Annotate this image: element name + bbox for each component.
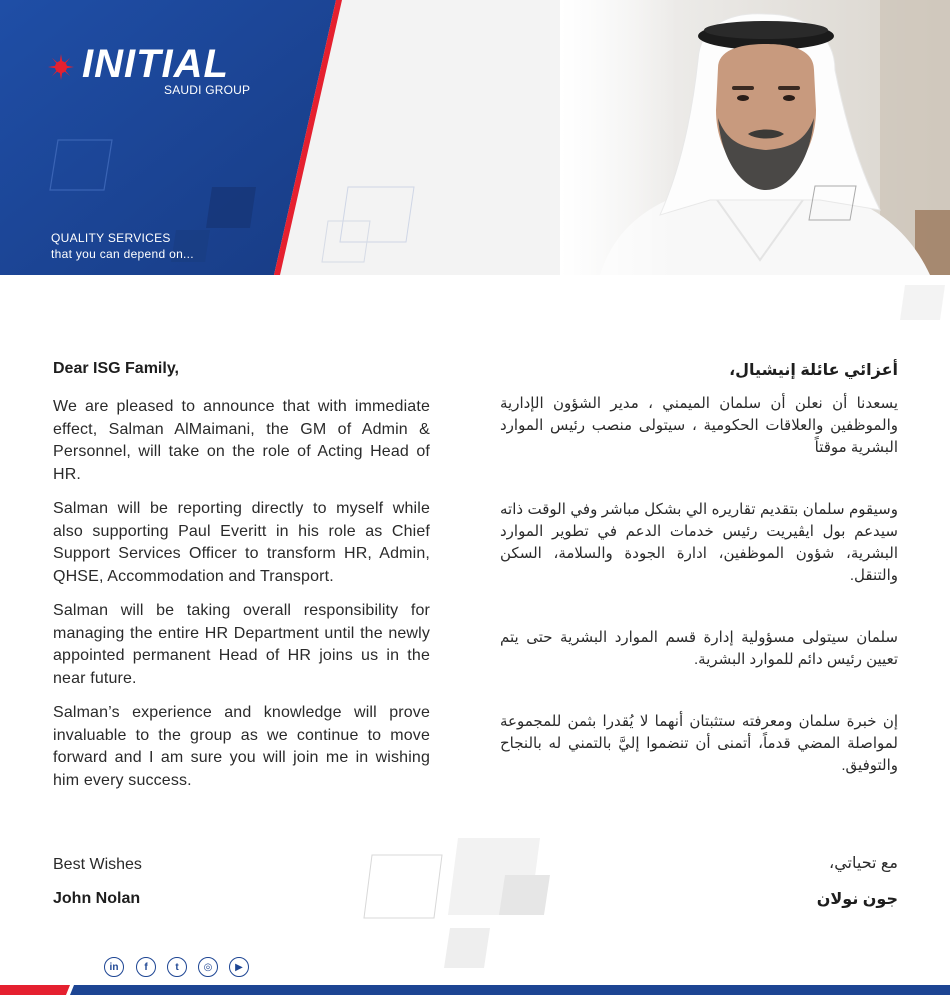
tagline <box>51 230 194 262</box>
arabic-letter <box>500 360 898 817</box>
portrait-photo <box>560 0 950 275</box>
arabic-signature: جون نولان <box>816 891 898 908</box>
facebook-icon[interactable]: f <box>136 957 156 977</box>
tagline-line-2: that you can depend on... <box>51 247 194 261</box>
arabic-greeting: أعزائي عائلة إنيشيال، <box>729 362 898 379</box>
arabic-paragraph-1: يسعدنا أن نعلن أن سلمان الميمني ، مدير الشؤون الإدارية والموظفين والعلاقات الحكومية ، سيتولى منصب رئيس الموارد البشرية موقتاً <box>500 395 898 456</box>
instagram-icon[interactable]: ◎ <box>198 957 218 977</box>
twitter-icon[interactable]: t <box>167 957 187 977</box>
english-signature: John Nolan <box>53 890 141 907</box>
english-paragraph-2: Salman will be reporting directly to myself while also supporting Paul Everitt in his role as Chief Support Services Officer to transform HR, Admin, QHSE, Accommodation and Transport. <box>53 500 430 585</box>
english-letter <box>53 360 430 804</box>
footer-bar <box>0 985 950 995</box>
arabic-closing: مع تحياتي، <box>829 855 898 872</box>
english-paragraph-3: Salman will be taking overall responsibility for managing the entire HR Department until the newly appointed permanent Head of HR joins us in the near future. <box>53 602 430 687</box>
english-paragraph-4: Salman’s experience and knowledge will prove invaluable to the group as we continue to move forward and I am sure you will join me in wishing him every success. <box>53 704 430 789</box>
tagline-line-1: QUALITY SERVICES <box>51 231 171 245</box>
linkedin-icon[interactable]: in <box>104 957 124 977</box>
arabic-paragraph-4: إن خبرة سلمان ومعرفته ستثبتان أنهما لا يُقدرا بثمن للمجموعة لمواصلة المضي قدماً، أتمنى أن تنضموا إليَّ بالتمني له بالنجاح والتوفيق. <box>500 713 898 774</box>
english-closing: Best Wishes <box>53 856 142 873</box>
starburst-icon <box>48 54 74 80</box>
arabic-paragraph-2: وسيقوم سلمان بتقديم تقاريره الي بشكل مباشر وفي الوقت ذاته سيدعم بول ايڤيريت رئيس خدمات الدعم في تطوير الموارد البشرية، شؤون الموظفين، ادارة الجودة والسلامة، السكن والتنقل. <box>500 501 898 584</box>
youtube-icon[interactable]: ▶ <box>229 957 249 977</box>
arabic-paragraph-3: سلمان سيتولى مسؤولية إدارة قسم الموارد البشرية حتى يتم تعيين رئيس دائم للموارد البشرية. <box>500 629 898 668</box>
english-greeting: Dear ISG Family, <box>53 360 179 377</box>
logo-wordmark: INITIAL <box>82 42 229 86</box>
header-banner <box>0 0 950 275</box>
logo-subtitle: SAUDI GROUP <box>164 83 251 97</box>
english-paragraph-1: We are pleased to announce that with immediate effect, Salman AlMaimani, the GM of Admin & Personnel, will take on the role of Acting Head of HR. <box>53 398 430 483</box>
